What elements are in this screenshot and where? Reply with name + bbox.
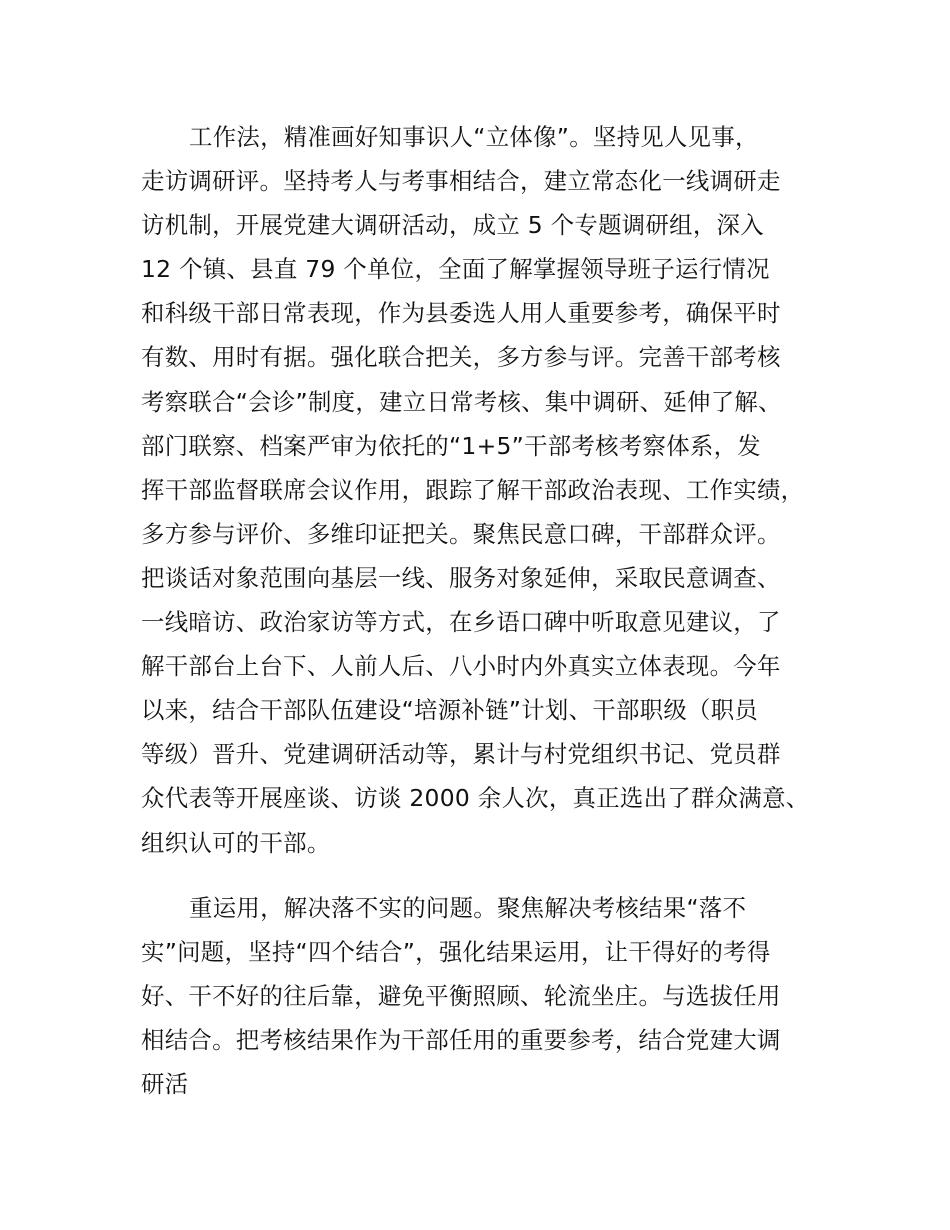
text-line: 解干部台上台下、人前人后、八小时内外真实立体表现。今年 xyxy=(141,652,781,681)
text-line: 相结合。把考核结果作为干部任用的重要参考，结合党建大调 xyxy=(141,1025,781,1054)
paragraph-2 xyxy=(141,886,841,1106)
text-line: 研活 xyxy=(141,1069,189,1098)
text-line: 考察联合“会诊”制度，建立日常考核、集中调研、延伸了解、 xyxy=(141,387,782,416)
text-line: 和科级干部日常表现，作为县委选人用人重要参考，确保平时 xyxy=(141,299,781,328)
text-line: 工作法，精准画好知事识人“立体像”。坚持见人见事， xyxy=(189,123,759,151)
paragraph-spacer xyxy=(141,865,841,886)
text-line: 众代表等开展座谈、访谈 2000 余人次，真正选出了群众满意、 xyxy=(141,784,810,813)
text-line: 走访调研评。坚持考人与考事相结合，建立常态化一线调研走 xyxy=(141,167,781,196)
text-line: 有数、用时有据。强化联合把关，多方参与评。完善干部考核 xyxy=(141,343,781,372)
text-line: 等级）晋升、党建调研活动等，累计与村党组织书记、党员群 xyxy=(141,740,781,769)
document-body xyxy=(141,115,841,1106)
text-line: 以来，结合干部队伍建设“培源补链”计划、干部职级（职员 xyxy=(141,696,759,725)
text-line: 组织认可的干部。 xyxy=(141,828,331,857)
text-line: 一线暗访、政治家访等方式，在乡语口碑中听取意见建议，了 xyxy=(141,608,781,637)
text-line: 实”问题，坚持“四个结合”，强化结果运用，让干得好的考得 xyxy=(141,937,771,966)
text-line: 好、干不好的往后靠，避免平衡照顾、轮流坐庄。与选拔任用 xyxy=(141,981,781,1010)
text-line: 把谈话对象范围向基层一线、服务对象延伸，采取民意调查、 xyxy=(141,563,781,592)
text-line: 12 个镇、县直 79 个单位，全面了解掌握领导班子运行情况 xyxy=(141,255,770,284)
text-line: 重运用，解决落不实的问题。聚焦解决考核结果“落不 xyxy=(189,893,747,922)
text-line: 部门联察、档案严审为依托的“1+5”干部考核考察体系，发 xyxy=(141,431,761,460)
paragraph-1 xyxy=(141,115,841,865)
text-line: 多方参与评价、多维印证把关。聚焦民意口碑，干部群众评。 xyxy=(141,519,781,548)
text-line: 访机制，开展党建大调研活动，成立 5 个专题调研组，深入 xyxy=(141,211,764,240)
text-line: 挥干部监督联席会议作用，跟踪了解干部政治表现、工作实绩， xyxy=(141,475,805,504)
